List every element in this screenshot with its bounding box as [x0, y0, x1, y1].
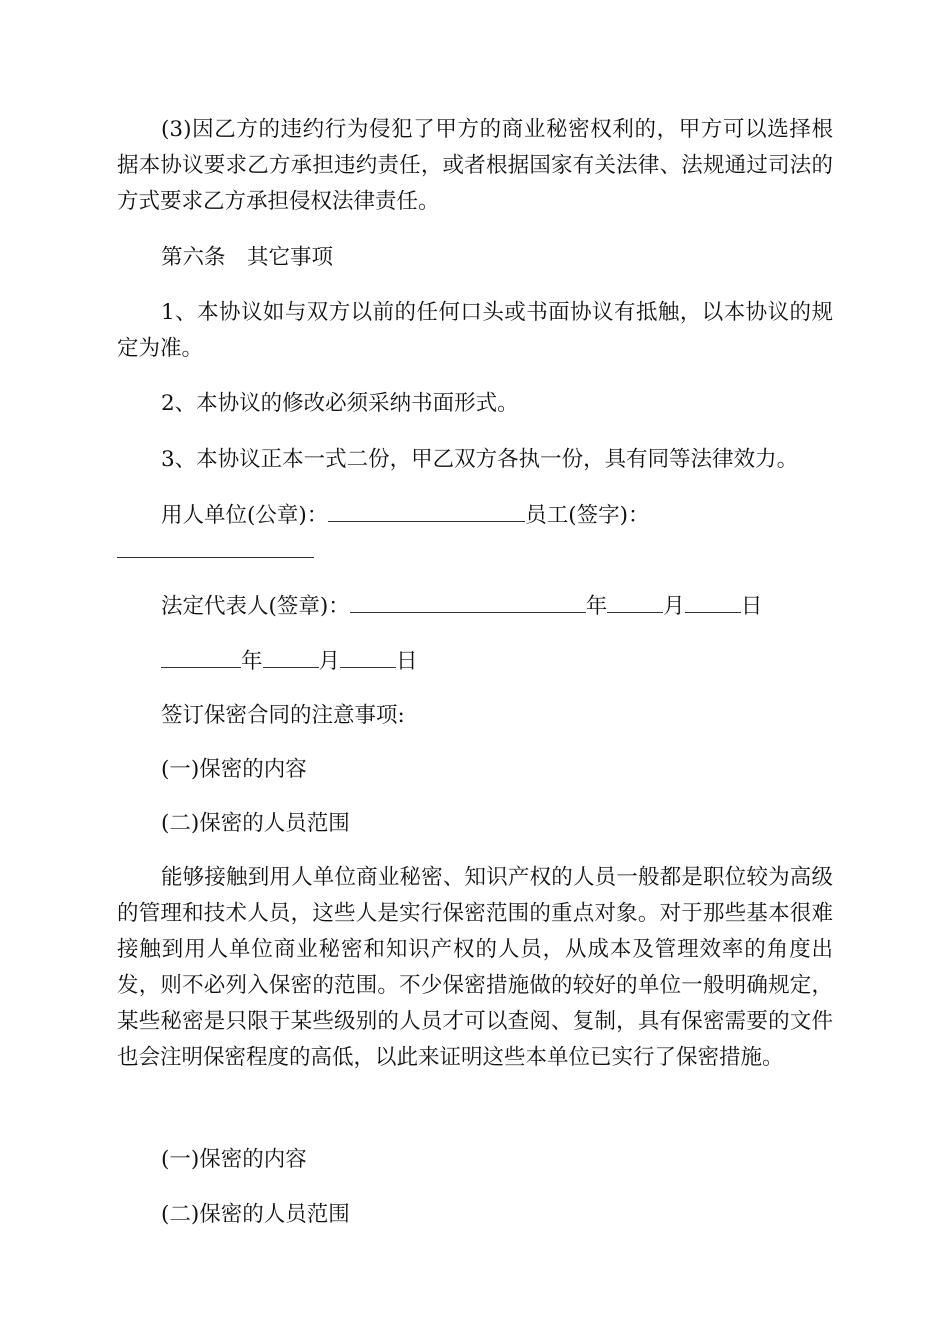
- note-personnel-scope-repeat: (二)保密的人员范围: [161, 1202, 350, 1227]
- day-blank-2[interactable]: [340, 643, 396, 668]
- notes-heading: 签订保密合同的注意事项:: [161, 703, 405, 728]
- year-label-2: 年: [241, 649, 263, 674]
- article-6-heading: 第六条 其它事项: [161, 245, 334, 270]
- employer-seal-label: 用人单位(公章)：: [161, 503, 329, 528]
- month-label-2: 月: [318, 649, 341, 674]
- representative-label: 法定代表人(签章)：: [161, 594, 350, 619]
- employee-sign-blank[interactable]: [117, 533, 314, 558]
- month-label: 月: [663, 594, 685, 619]
- employee-sign-label: 员工(签字)：: [525, 503, 650, 528]
- paragraph-breach-liability: (3)因乙方的违约行为侵犯了甲方的商业秘密权利的，甲方可以选择根据本协议要求乙方承担违约责任，或者根据国家有关法律、法规通过司法的方式要求乙方承担侵权法律责任。: [117, 117, 833, 214]
- day-blank[interactable]: [685, 588, 741, 613]
- clause-1: 1、本协议如与双方以前的任何口头或书面协议有抵触，以本协议的规定为准。: [117, 300, 833, 361]
- note-confidential-content-repeat: (一)保密的内容: [161, 1147, 307, 1172]
- date-row: [117, 643, 877, 680]
- day-label-2: 日: [396, 649, 418, 674]
- clause-2: 2、本协议的修改必须采纳书面形式。: [161, 391, 519, 416]
- note-personnel-scope: (二)保密的人员范围: [161, 811, 350, 836]
- month-blank-2[interactable]: [263, 643, 319, 668]
- year-blank[interactable]: [161, 643, 241, 668]
- day-label: 日: [740, 594, 763, 619]
- clause-3: 3、本协议正本一式二份，甲乙双方各执一份，具有同等法律效力。: [161, 447, 799, 472]
- representative-blank[interactable]: [350, 588, 586, 613]
- month-blank[interactable]: [607, 588, 663, 613]
- signature-row-representative: [117, 588, 877, 625]
- paragraph-personnel-scope: 能够接触到用人单位商业秘密、知识产权的人员一般都是职位较为高级的管理和技术人员，这些人是实行保密范围的重点对象。对于那些基本很难接触到用人单位商业秘密和知识产权的人员，从成本及管理效率的角度出发，则不必列入保密的范围。不少保密措施做的较好的单位一般明确规定，某些秘密是只限于某些级别的人员才可以查阅、复制，具有保密需要的文件也会注明保密程度的高低，以此来证明这些本单位已实行了保密措施。: [117, 865, 833, 1070]
- employee-sign-blank-row: [117, 533, 833, 570]
- note-confidential-content: (一)保密的内容: [161, 757, 307, 782]
- year-label: 年: [585, 594, 608, 619]
- signature-row-employer: [117, 497, 877, 534]
- employer-seal-blank[interactable]: [328, 497, 525, 522]
